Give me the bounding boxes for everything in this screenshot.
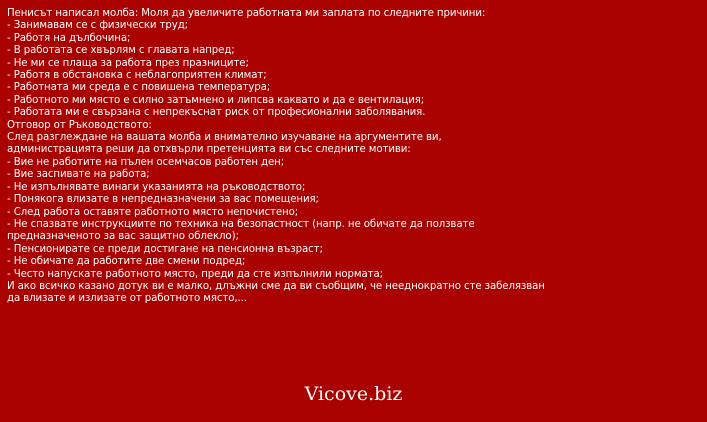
text-line: - Не спазвате инструкциите по техника на безопастност (напр. не обичате да ползвате [7,218,475,230]
text-line: да влизате и излизате от работното място,... [7,293,247,305]
site-watermark: Vicove.biz [304,383,403,405]
text-line: - В работата се хвърлям с главата напред; [7,45,235,57]
text-line: - Работната ми среда е с повишена температура; [7,82,271,94]
text-line: И ако всичко казано дотук ви е малко, длъжни сме да ви съобщим, че нееднократно сте забелязван [7,280,545,292]
text-line: След разглеждане на вашата молба и внимателно изучаване на аргументите ви, [7,132,442,144]
text-line: Пенисът написал молба: Моля да увеличите работната ми заплата по следните причини: [7,8,486,19]
joke-text [7,8,701,306]
text-line: - Не изпълнявате винаги указанията на ръководството; [7,181,306,193]
text-line: - Вие заспивате на работа; [7,169,150,181]
text-line: - Вие не работите на пълен осемчасов работен ден; [7,156,285,168]
text-line: - След работа оставяте работното място непочистено; [7,206,299,218]
text-line: - Понякога влизате в непредназначени за вас помещения; [7,194,319,206]
text-line: Отговор от Ръководството: [7,119,152,131]
text-line: - Не ми се плаща за работа през празниците; [7,57,249,69]
text-line: - Работата ми е свързана с непрекъснат риск от професионални заболявания. [7,107,426,119]
text-line: - Занимавам се с физически труд; [7,20,188,32]
text-line: - Не обичате да работите две смени подред; [7,256,246,268]
text-line: - Работя на дълбочина; [7,32,131,44]
text-line: - Работното ми място е силно затъмнено и липсва каквато и да е вентилация; [7,94,425,106]
text-line: - Пенсионирате се преди достигане на пенсионна възраст; [7,243,323,255]
text-line: предназначеното за вас защитно облекло); [7,231,239,243]
text-line: администрацията реши да отхвърли претенцията ви със следните мотиви: [7,144,411,156]
text-line: - Работя в обстановка с неблагоприятен климат; [7,70,267,82]
text-line: - Често напускате работното място, преди да сте изпълнили нормата; [7,268,383,280]
